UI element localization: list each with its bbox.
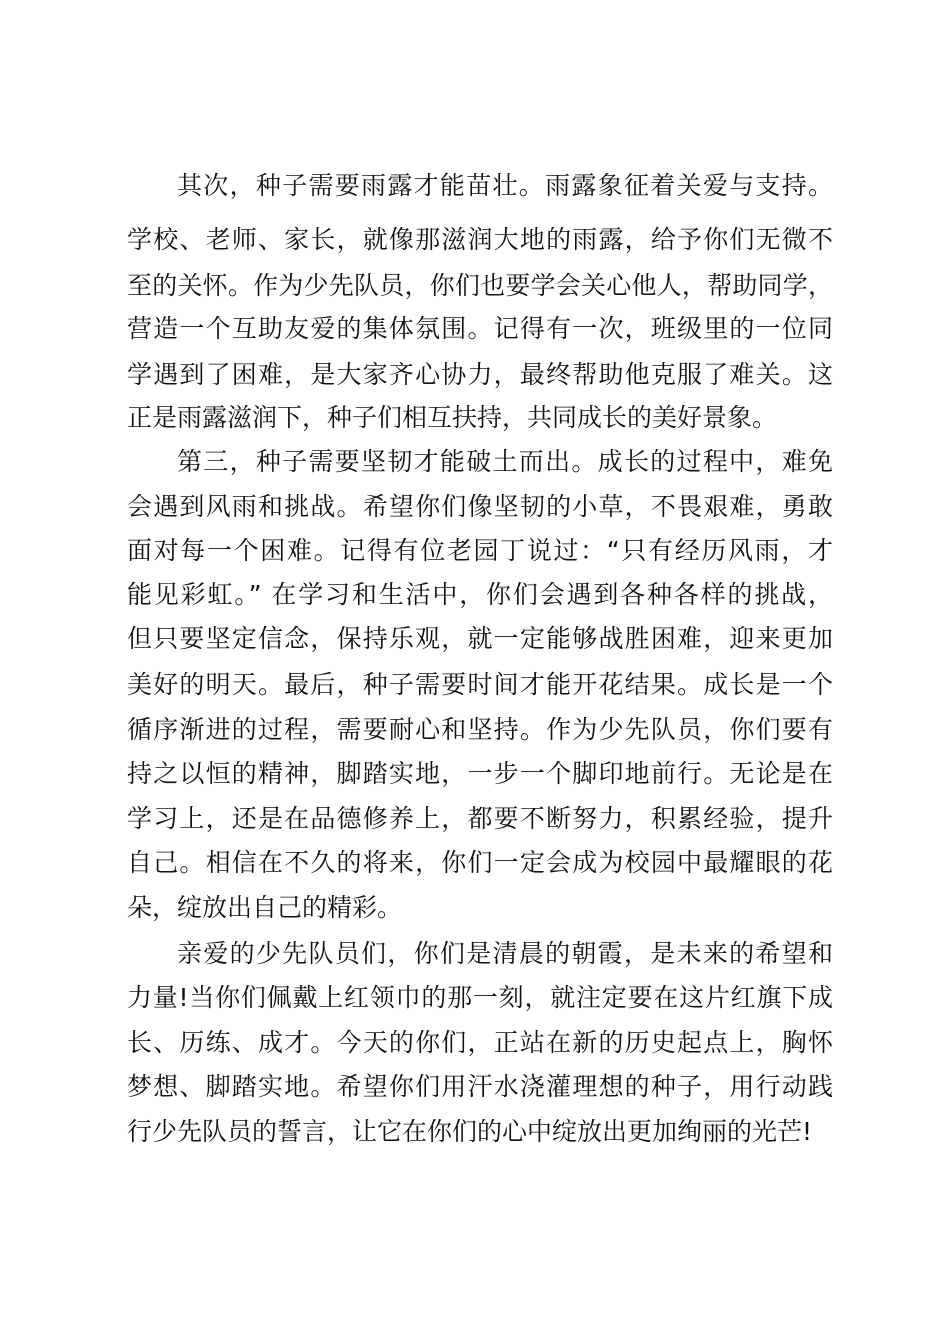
paragraph-line: 梦想、脚踏实地。希望你们用汗水浇灌理想的种子，用行动践 [127, 1072, 833, 1101]
paragraph-line: 朵，绽放出自己的精彩。 [127, 893, 403, 922]
paragraph-line: 其次，种子需要雨露才能苗壮。雨露象征着关爱与支持。 [177, 171, 833, 200]
paragraph-line: 亲爱的少先队员们，你们是清晨的朝霞，是未来的希望和 [177, 939, 833, 968]
paragraph-line: 会遇到风雨和挑战。希望你们像坚韧的小草，不畏艰难，勇敢 [127, 492, 833, 521]
paragraph-line: 能见彩虹。” 在学习和生活中，你们会遇到各种各样的挑战， [127, 580, 833, 609]
paragraph-line: 至的关怀。作为少先队员，你们也要学会关心他人，帮助同学， [127, 271, 833, 300]
paragraph-line: 但只要坚定信念，保持乐观，就一定能够战胜困难，迎来更加 [127, 624, 833, 653]
paragraph-line: 自己。相信在不久的将来，你们一定会成为校园中最耀眼的花 [127, 848, 833, 877]
paragraph-line: 力量!当你们佩戴上红领巾的那一刻，就注定要在这片红旗下成 [127, 983, 833, 1012]
paragraph-line: 行少先队员的誓言，让它在你们的心中绽放出更加绚丽的光芒! [127, 1117, 813, 1146]
paragraph-line: 循序渐进的过程，需要耐心和坚持。作为少先队员，你们要有 [127, 715, 833, 744]
paragraph-line: 长、历练、成才。今天的你们，正站在新的历史起点上，胸怀 [127, 1028, 833, 1057]
paragraph-line: 学遇到了困难，是大家齐心协力，最终帮助他克服了难关。这 [127, 360, 833, 389]
paragraph-line: 正是雨露滋润下，种子们相互扶持，共同成长的美好景象。 [127, 403, 778, 432]
paragraph-line: 面对每一个困难。记得有位老园丁说过：“只有经历风雨，才 [127, 536, 833, 565]
paragraph-line: 美好的明天。最后，种子需要时间才能开花结果。成长是一个 [127, 670, 833, 699]
paragraph-line: 第三，种子需要坚韧才能破土而出。成长的过程中，难免 [177, 447, 833, 476]
paragraph-line: 学校、老师、家长，就像那滋润大地的雨露，给予你们无微不 [127, 225, 833, 254]
paragraph-line: 持之以恒的精神，脚踏实地，一步一个脚印地前行。无论是在 [127, 759, 833, 788]
paragraph-line: 学习上，还是在品德修养上，都要不断努力，积累经验，提升 [127, 804, 833, 833]
paragraph-line: 营造一个互助友爱的集体氛围。记得有一次，班级里的一位同 [127, 314, 833, 343]
